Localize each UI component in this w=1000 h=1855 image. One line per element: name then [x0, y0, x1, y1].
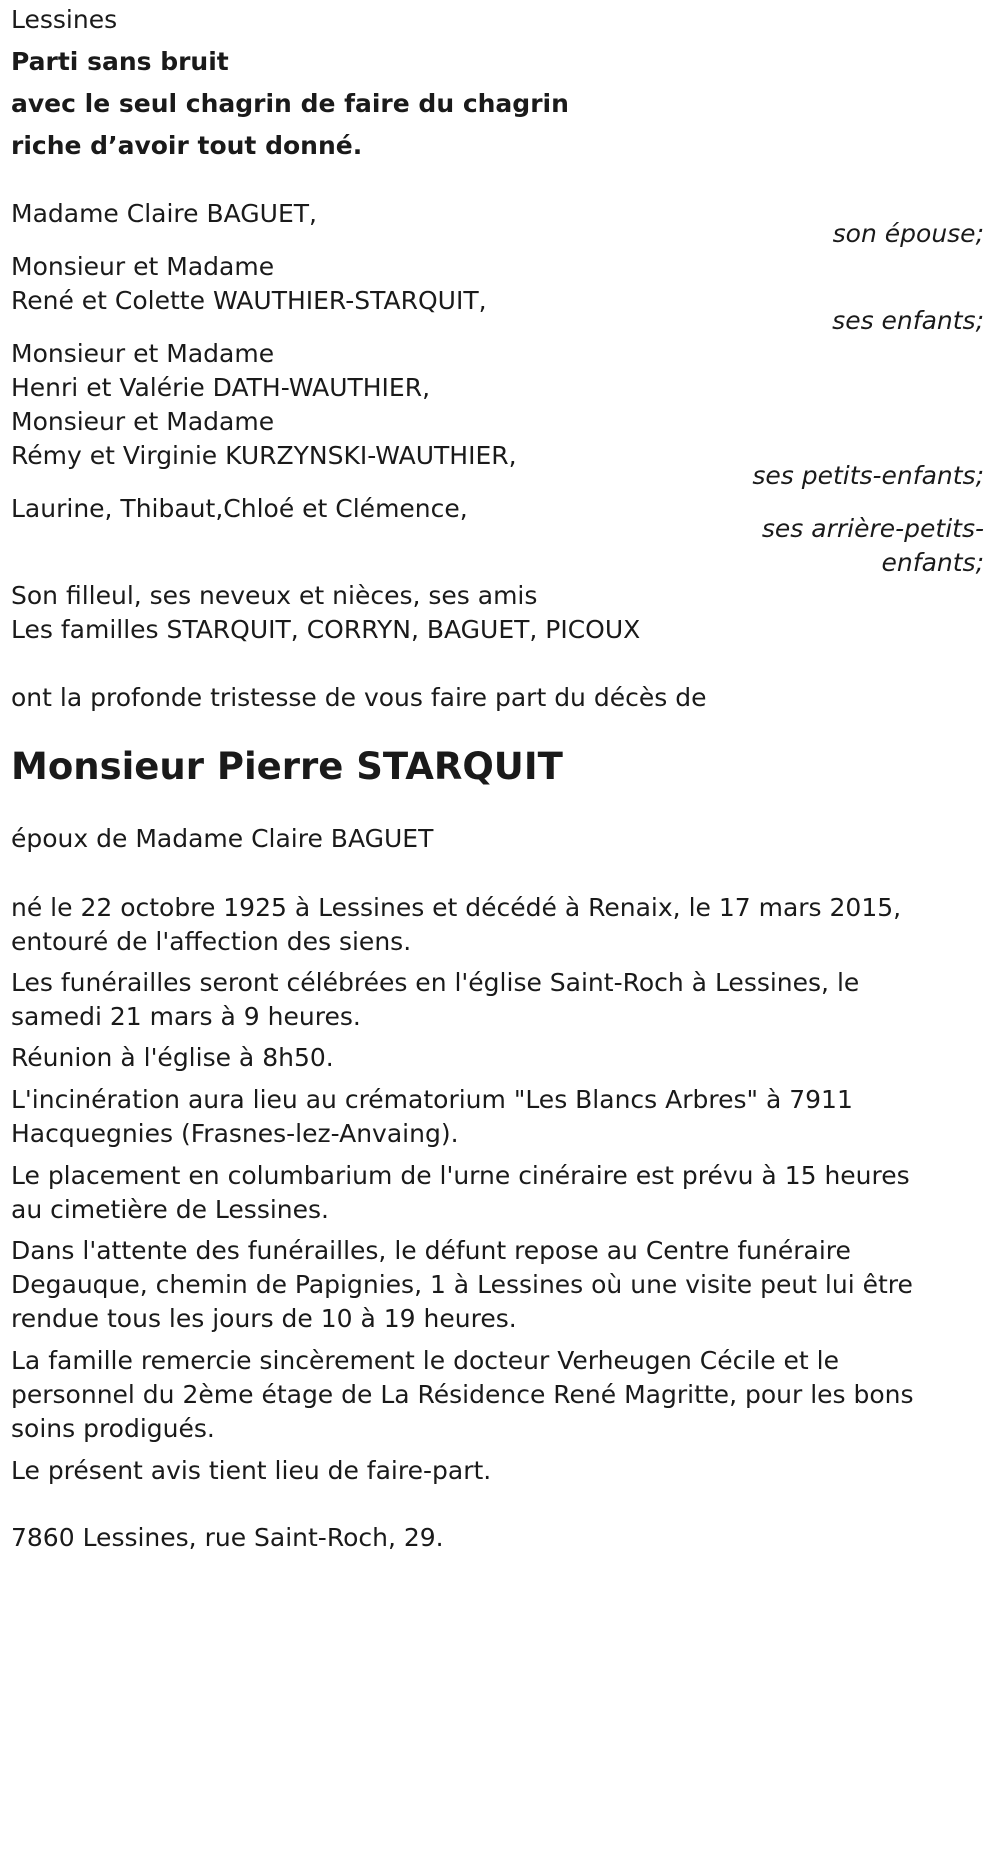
funeral-line-2: samedi 21 mars à 9 heures.: [11, 1002, 361, 1031]
grandchildren-relation: ses petits-enfants;: [752, 461, 984, 490]
meeting-line: Réunion à l'église à 8h50.: [11, 1043, 334, 1072]
rest-line-3: rendue tous les jours de 10 à 19 heures.: [11, 1304, 517, 1333]
born-line-1: né le 22 octobre 1925 à Lessines et décédé à Renaix, le 17 mars 2015,: [11, 893, 902, 922]
greatgrandchildren-names: Laurine, Thibaut,Chloé et Clémence,: [11, 494, 468, 523]
funeral-line-1: Les funérailles seront célébrées en l'église Saint-Roch à Lessines, le: [11, 968, 860, 997]
cremation-line-1: L'incinération aura lieu au crématorium "Les Blancs Arbres" à 7911: [11, 1085, 853, 1114]
thanks-line-1: La famille remercie sincèrement le docteur Verheugen Cécile et le: [11, 1346, 839, 1375]
address-line: 7860 Lessines, rue Saint-Roch, 29.: [11, 1523, 444, 1552]
greatgrandchildren-relation-line-2: enfants;: [881, 548, 984, 577]
children-relation: ses enfants;: [832, 306, 984, 335]
born-line-2: entouré de l'affection des siens.: [11, 927, 412, 956]
children-line-2: René et Colette WAUTHIER-STARQUIT,: [11, 286, 487, 315]
columbarium-line-2: au cimetière de Lessines.: [11, 1195, 329, 1224]
place-heading: Lessines: [11, 5, 118, 34]
others-line-2: Les familles STARQUIT, CORRYN, BAGUET, PICOUX: [11, 615, 641, 644]
greatgrandchildren-relation-line-1: ses arrière-petits-: [761, 514, 984, 543]
deceased-name: Monsieur Pierre STARQUIT: [11, 745, 563, 788]
poem-line-1: Parti sans bruit: [11, 47, 229, 76]
announcement: ont la profonde tristesse de vous faire part du décès de: [11, 683, 707, 712]
columbarium-line-1: Le placement en columbarium de l'urne cinéraire est prévu à 15 heures: [11, 1161, 910, 1190]
grandchildren-line-4: Rémy et Virginie KURZYNSKI-WAUTHIER,: [11, 441, 517, 470]
children-line-1: Monsieur et Madame: [11, 252, 275, 281]
grandchildren-line-1: Monsieur et Madame: [11, 339, 275, 368]
spouse-of: époux de Madame Claire BAGUET: [11, 824, 434, 853]
thanks-line-3: soins prodigués.: [11, 1414, 215, 1443]
poem-line-3: riche d’avoir tout donné.: [11, 131, 363, 160]
others-line-1: Son filleul, ses neveux et nièces, ses amis: [11, 581, 538, 610]
poem-line-2: avec le seul chagrin de faire du chagrin: [11, 89, 569, 118]
grandchildren-line-3: Monsieur et Madame: [11, 407, 275, 436]
notice-line: Le présent avis tient lieu de faire-part.: [11, 1456, 492, 1485]
spouse-name: Madame Claire BAGUET,: [11, 199, 317, 228]
grandchildren-line-2: Henri et Valérie DATH-WAUTHIER,: [11, 373, 431, 402]
rest-line-1: Dans l'attente des funérailles, le défunt repose au Centre funéraire: [11, 1236, 851, 1265]
rest-line-2: Degauque, chemin de Papignies, 1 à Lessines où une visite peut lui être: [11, 1270, 913, 1299]
cremation-line-2: Hacquegnies (Frasnes-lez-Anvaing).: [11, 1119, 459, 1148]
spouse-relation: son épouse;: [832, 219, 984, 248]
thanks-line-2: personnel du 2ème étage de La Résidence René Magritte, pour les bons: [11, 1380, 914, 1409]
